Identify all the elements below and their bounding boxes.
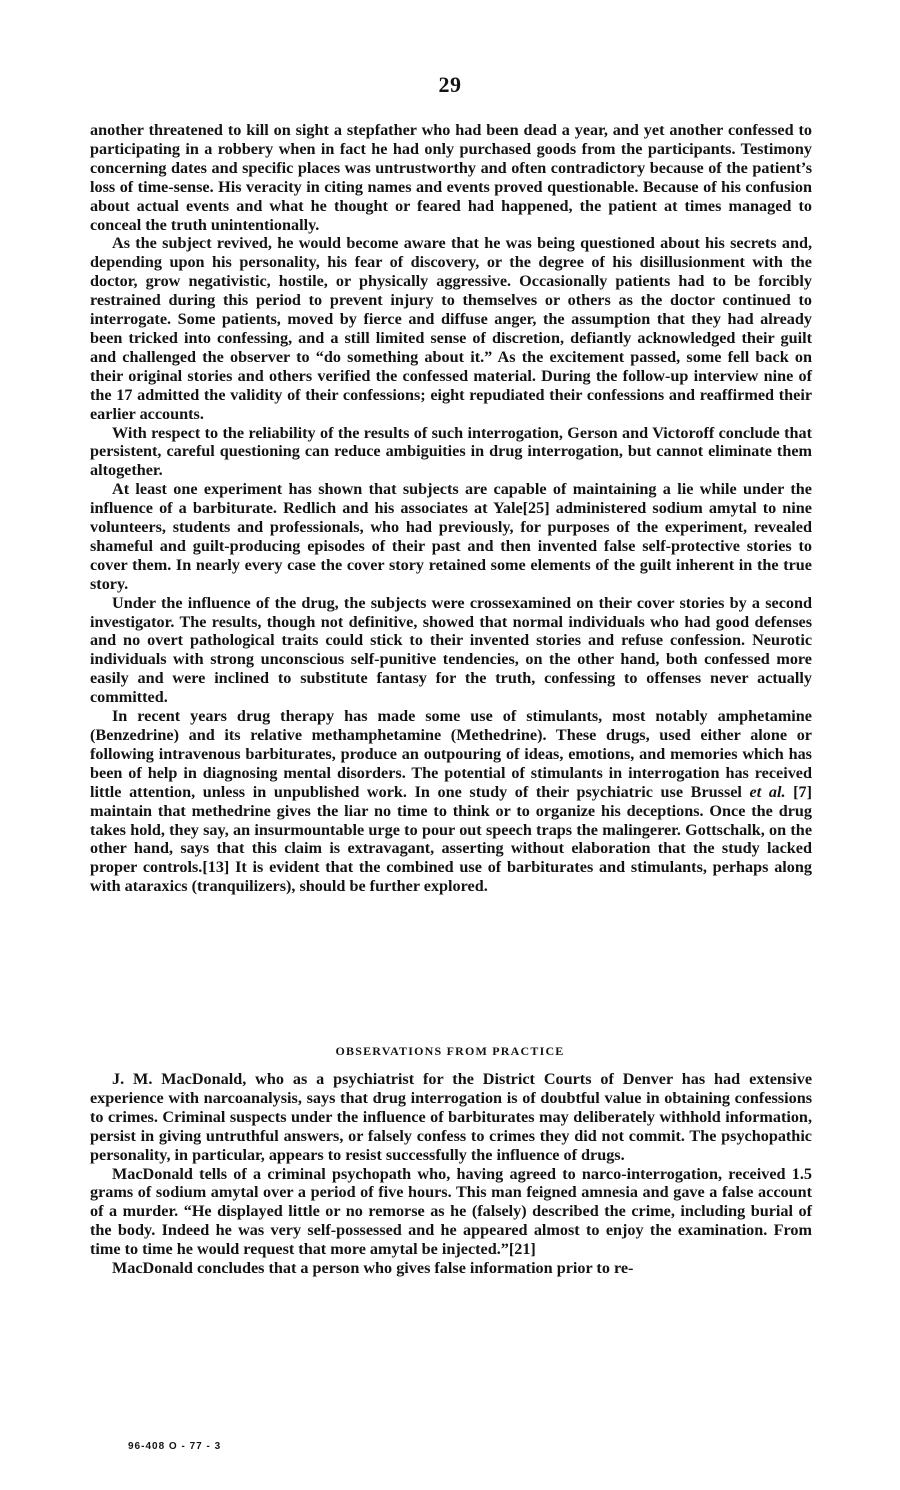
paragraph bbox=[90, 707, 812, 896]
body-text-top bbox=[90, 121, 812, 896]
paragraph-text: [7] maintain that methedrine gives the liar no time to think or to organize his deceptions. Once the drug takes hold, they say, an insurmountable urge to pour out speech traps the malingerer. Gottschalk, on the other hand, says that this claim is extravagant, asserting without elaboration that the study lacked proper controls.[13] It is evident that the combined use of barbiturates and stimulants, perhaps along with ataraxics (tranquilizers), should be further explored. bbox=[90, 782, 812, 896]
paragraph: MacDonald concludes that a person who gives false information prior to re- bbox=[112, 1259, 634, 1278]
printing-code: 96-408 O - 77 - 3 bbox=[128, 1441, 222, 1452]
italic-citation: et al. bbox=[749, 782, 786, 801]
page-number: 29 bbox=[438, 72, 462, 97]
section-heading: OBSERVATIONS FROM PRACTICE bbox=[335, 1044, 565, 1058]
paragraph-text: In recent years drug therapy has made some use of stimulants, most notably amphetamine (Benzedrine) and its relative methamphetamine (Methedrine). These drugs, used either alone or following intravenous barbiturates, produce an outpouring of ideas, emotions, and memories which has been of help in diagnosing mental disorders. The potential of stimulants in interrogation has received little attention, unless in unpublished work. In one study of their psychiatric use Brussel bbox=[90, 707, 812, 801]
paragraph: With respect to the reliability of the results of such interrogation, Gerson and Victoroff conclude that persistent, careful questioning can reduce ambiguities in drug interrogation, but cannot eliminate them altogether. bbox=[90, 423, 812, 480]
paragraph: As the subject revived, he would become aware that he was being questioned about his secrets and, depending upon his personality, his fear of discovery, or the degree of his disillusionment with the doctor, grow negativistic, hostile, or physically aggressive. Occasionally patients had to be forcibly restrained during this period to prevent injury to themselves or others as the doctor continued to interrogate. Some patients, moved by fierce and diffuse anger, the assumption that they had already been tricked into confessing, and a still limited sense of discretion, defiantly acknowledged their guilt and challenged the observer to “do something about it.” As the excitement passed, some fell back on their original stories and others verified the confessed material. During the follow-up interview nine of the 17 admitted the validity of their confessions; eight repudiated their confessions and reaffirmed their earlier accounts. bbox=[90, 234, 812, 423]
paragraph: MacDonald tells of a criminal psychopath who, having agreed to narco-interrogation, received 1.5 grams of sodium amytal over a period of five hours. This man feigned amnesia and gave a false account of a murder. “He displayed little or no remorse as he (falsely) described the crime, including burial of the body. Indeed he was very self-possessed and he appeared almost to enjoy the examination. From time to time he would request that more amytal be injected.”[21] bbox=[90, 1164, 812, 1259]
paragraph: J. M. MacDonald, who as a psychiatrist for the District Courts of Denver has had extensive experience with narcoanalysis, says that drug interrogation is of doubtful value in obtaining confessions to crimes. Criminal suspects under the influence of barbiturates may deliberately withhold information, persist in giving untruthful answers, or falsely confess to crimes they did not commit. The psychopathic personality, in particular, appears to resist successfully the influence of drugs. bbox=[90, 1070, 812, 1164]
paragraph: another threatened to kill on sight a stepfather who had been dead a year, and yet another confessed to participating in a robbery when in fact he had only purchased goods from the participants. Testimony concerning dates and specific places was untrustworthy and often contradictory because of the patient’s loss of time-sense. His veracity in citing names and events proved questionable. Because of his confusion about actual events and what he thought or feared had happened, the patient at times managed to conceal the truth unintentionally. bbox=[90, 121, 812, 234]
paragraph: At least one experiment has shown that subjects are capable of maintaining a lie while under the influence of a barbiturate. Redlich and his associates at Yale[25] administered sodium amytal to nine volunteers, students and professionals, who had previously, for purposes of the experiment, revealed shameful and guilt-producing episodes of their past and then invented false self-protective stories to cover them. In nearly every case the cover story retained some elements of the guilt inherent in the true story. bbox=[90, 480, 812, 593]
body-text-bottom bbox=[90, 1070, 812, 1278]
paragraph: Under the influence of the drug, the subjects were crossexamined on their cover stories by a second investigator. The results, though not definitive, showed that normal individuals who had good defenses and no overt pathological traits could stick to their invented stories and refuse confession. Neurotic individuals with strong unconscious self-punitive tendencies, on the other hand, both confessed more easily and were inclined to substitute fantasy for the truth, confessing to offenses never actually committed. bbox=[90, 593, 812, 707]
